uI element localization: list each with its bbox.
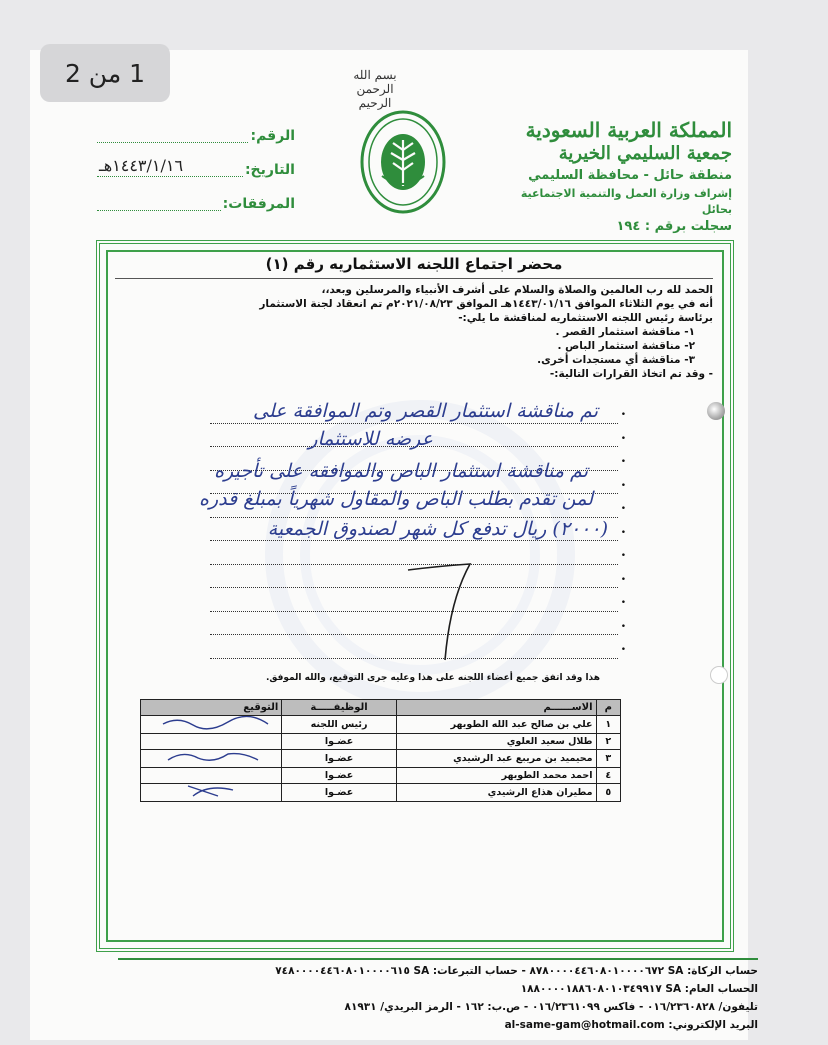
body-paragraph: برئاسة رئيس اللجنه الاستثماريه لمناقشة ما يلي:- bbox=[458, 312, 713, 324]
row-number: ٥ bbox=[596, 784, 620, 802]
member-role: عضـوا bbox=[282, 750, 396, 768]
header-line-2: جمعية السليمي الخيرية bbox=[558, 143, 732, 164]
handwritten-end-stroke bbox=[400, 560, 480, 670]
member-name: علي بن صالح عبد الله الطويهر bbox=[396, 716, 596, 734]
table-row bbox=[141, 750, 621, 768]
handwritten-decision-line: لمن تقدم بطلب الباص والمقاول شهرياً بمبلغ قدره bbox=[199, 488, 593, 510]
body-paragraph: الحمد لله رب العالمين والصلاة والسلام على أشرف الأنبياء والمرسلين وبعد،، bbox=[321, 284, 713, 296]
table-row bbox=[141, 768, 621, 784]
ruled-line: • bbox=[210, 612, 618, 636]
ruled-line: • bbox=[210, 400, 618, 424]
row-number: ١ bbox=[596, 716, 620, 734]
handwritten-date: ١٤٤٣/١/١٦هـ bbox=[99, 156, 184, 175]
member-role: عضـوا bbox=[282, 734, 396, 750]
column-header: الوظيفـــــة bbox=[282, 700, 396, 716]
member-name: طلال سعيد العلوي bbox=[396, 734, 596, 750]
agenda-item: ٢- مناقشة استثمار الباص . bbox=[557, 340, 695, 352]
table-row bbox=[141, 784, 621, 802]
column-header: الاســــــم bbox=[396, 700, 596, 716]
signature-cell bbox=[141, 734, 282, 750]
handwritten-decision-line: عرضه للاستثمار bbox=[308, 428, 433, 450]
divider bbox=[115, 278, 713, 279]
column-header: م bbox=[596, 700, 620, 716]
signature-cell bbox=[141, 768, 282, 784]
header-line-3: منطقة حائل - محافظة السليمي bbox=[528, 168, 732, 183]
row-number: ٤ bbox=[596, 768, 620, 784]
signature-mark bbox=[158, 750, 278, 764]
ruled-line: • bbox=[210, 471, 618, 495]
binder-hole bbox=[710, 666, 728, 684]
field-label: المرفقات: bbox=[222, 196, 295, 212]
agenda-item: ١- مناقشة استثمار القصر . bbox=[555, 326, 695, 338]
member-name: محيميد بن مريبع عبد الرشيدي bbox=[396, 750, 596, 768]
body-paragraph: أنه في يوم الثلاثاء الموافق ١٤٤٣/٠١/١٦هـ الموافق ٢٠٢١/٠٨/٢٣م تم انعقاد لجنة الاستثمار bbox=[259, 298, 713, 310]
handwritten-decision-line: تم مناقشة استثمار الباص والموافقه على تأجيره bbox=[214, 460, 588, 482]
column-header: التوقيع bbox=[141, 700, 282, 716]
signature-mark bbox=[158, 784, 278, 798]
header-line-4: إشراف وزارة العمل والتنمية الاجتماعية بحائل bbox=[520, 187, 732, 216]
member-role: عضـوا bbox=[282, 768, 396, 784]
attachments-field bbox=[95, 196, 295, 230]
table-row bbox=[141, 716, 621, 734]
field-label: التاريخ: bbox=[244, 162, 295, 178]
row-number: ٣ bbox=[596, 750, 620, 768]
member-name: مطيران هذاع الرشيدي bbox=[396, 784, 596, 802]
ruled-line: • bbox=[210, 447, 618, 471]
footer-line: تليفون/ ٠١٦/٢٣٦٠٨٢٨ - فاكس ٠١٦/٢٣٦١٠٩٩ - ص.ب: ١٦٢ - الرمز البريدي/ ٨١٩٣١ bbox=[344, 1001, 758, 1013]
member-role: رئيس اللجنه bbox=[282, 716, 396, 734]
page-indicator[interactable]: 1 من 2 bbox=[40, 44, 170, 102]
decisions-intro: - وقد تم اتخاذ القرارات التالية:- bbox=[549, 368, 713, 380]
header-line-1: المملكة العربية السعودية bbox=[525, 118, 732, 142]
member-name: احمد محمد الطويهر bbox=[396, 768, 596, 784]
closing-statement: هذا وقد اتفق جميع أعضاء اللجنه على هذا وعليه جرى التوقيع، والله الموفق. bbox=[265, 673, 600, 683]
ruled-line: • bbox=[210, 494, 618, 518]
header-line-5: سجلت برقم : ١٩٤ bbox=[616, 219, 732, 234]
handwritten-decision-line: تم مناقشة استثمار القصر وتم الموافقة على bbox=[253, 400, 598, 422]
signature-cell bbox=[141, 750, 282, 768]
signatures-table bbox=[140, 699, 621, 802]
basmala-calligraphy: بسم الله الرحمن الرحيم bbox=[353, 68, 397, 110]
document-title: محضر اجتماع اللجنه الاستثماريه رقم (١) bbox=[265, 255, 563, 273]
binder-hole bbox=[707, 402, 725, 420]
ruled-line: • bbox=[210, 635, 618, 659]
signature-cell bbox=[141, 716, 282, 734]
handwritten-decision-line: (٢٠٠٠) ريال تدفع كل شهر لصندوق الجمعية bbox=[267, 518, 608, 540]
ruled-line: • bbox=[210, 541, 618, 565]
date-field bbox=[95, 156, 295, 196]
footer-email: البريد الإلكتروني: al-same-gam@hotmail.com bbox=[504, 1019, 758, 1031]
signature-cell bbox=[141, 784, 282, 802]
row-number: ٢ bbox=[596, 734, 620, 750]
footer-line: حساب الزكاة: SA ٨٧٨٠٠٠٠٤٤٦٠٨٠١٠٠٠٠٦٧٢ - حساب التبرعات: SA ٧٤٨٠٠٠٠٤٤٦٠٨٠١٠٠٠٠٦١٥ bbox=[275, 965, 758, 977]
reference-fields bbox=[95, 128, 295, 230]
footer-contact bbox=[118, 958, 758, 1034]
ruled-line: • bbox=[210, 518, 618, 542]
ruled-line: • bbox=[210, 588, 618, 612]
organization-header bbox=[492, 118, 732, 236]
ruled-line: • bbox=[210, 424, 618, 448]
agenda-item: ٣- مناقشة أي مستجدات أخرى. bbox=[537, 354, 695, 366]
organization-logo bbox=[360, 110, 446, 214]
table-row bbox=[141, 734, 621, 750]
table-header-row bbox=[141, 700, 621, 716]
field-label: الرقم: bbox=[250, 128, 295, 144]
signature-mark bbox=[158, 716, 278, 730]
footer-line: الحساب العام: SA ١٨٨٠٠٠٠١٨٨٦٠٨٠١٠٣٤٩٩١٧ bbox=[520, 983, 758, 995]
document-body bbox=[173, 283, 713, 381]
member-role: عضـوا bbox=[282, 784, 396, 802]
ruled-line: • bbox=[210, 565, 618, 589]
